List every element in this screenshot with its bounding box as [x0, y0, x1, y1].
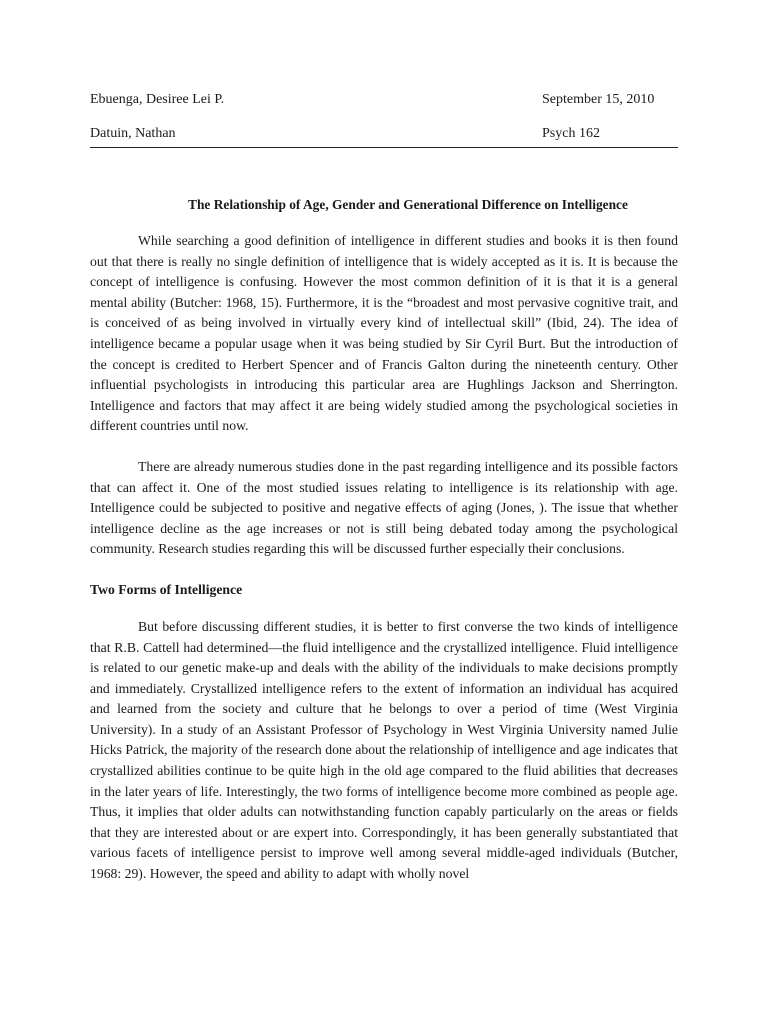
header-rule — [90, 147, 678, 148]
paragraph-1: While searching a good definition of intelligence in different studies and books it is then found out that there is really no single definition of intelligence that is widely accepted as it is. It is because the concept of intelligence is confusing. However the most common definition of it is that it is a general mental ability (Butcher: 1968, 15). Furthermore, it is the “broadest and most pervasive cognitive trait, and is conceived of as being involved in virtually every kind of intellectual skill” (Ibid, 24). The idea of intelligence became a popular usage when it was being studied by Sir Cyril Burt. But the introduction of the concept is credited to Herbert Spencer and of Francis Galton during the nineteenth century. Other influential psychologists in introducing this particular area are Hughlings Jackson and Sherrington. Intelligence and factors that may affect it are being widely studied among the psychological societies in different countries until now. — [90, 233, 678, 434]
header-row-2 — [90, 124, 678, 144]
body-text — [90, 231, 678, 905]
course-code: Psych 162 — [542, 126, 600, 141]
author-name-2: Datuin, Nathan — [90, 126, 176, 141]
page-content — [90, 90, 678, 882]
paragraph-3: But before discussing different studies, it is better to first converse the two kinds of intelligence that R.B. Cattell had determined—the fluid intelligence and the crystallized intelligence. Fluid intelligence is related to our genetic make-up and deals with the ability of the individuals to make decisions promptly and immediately. Crystallized intelligence refers to the extent of information an individual has acquired and learned from the society and culture that he belongs to over a period of time (West Virginia University). In a study of an Assistant Professor of Psychology in West Virginia University named Julie Hicks Patrick, the majority of the research done about the relationship of intelligence and age indicates that crystallized abilities continue to be quite high in the old age compared to the fluid abilities that decreases in the later years of life. Interestingly, the two forms of intelligence become more combined as people age. Thus, it implies that older adults can notwithstanding function capably particularly on the areas or fields that they are interested about or are expert into. Correspondingly, it has been generally substantiated that various facets of intelligence persist to improve well among several middle-aged individuals (Butcher, 1968: 29). However, the speed and ability to adapt with wholly novel — [90, 618, 678, 882]
date: September 15, 2010 — [542, 92, 655, 107]
paragraph-2: There are already numerous studies done in the past regarding intelligence and its possible factors that can affect it. One of the most studied issues relating to intelligence is its relationship with age. Intelligence could be subjected to positive and negative effects of aging (Jones, ). The issue that whether intelligence decline as the age increases or not is still being debated today among the psychological community. Research studies regarding this will be discussed further especially their conclusions. — [90, 458, 678, 557]
header-row-1 — [90, 90, 678, 110]
document-title: The Relationship of Age, Gender and Generational Difference on Intelligence — [188, 197, 628, 212]
section-heading: Two Forms of Intelligence — [90, 581, 243, 597]
author-name-1: Ebuenga, Desiree Lei P. — [90, 92, 225, 107]
